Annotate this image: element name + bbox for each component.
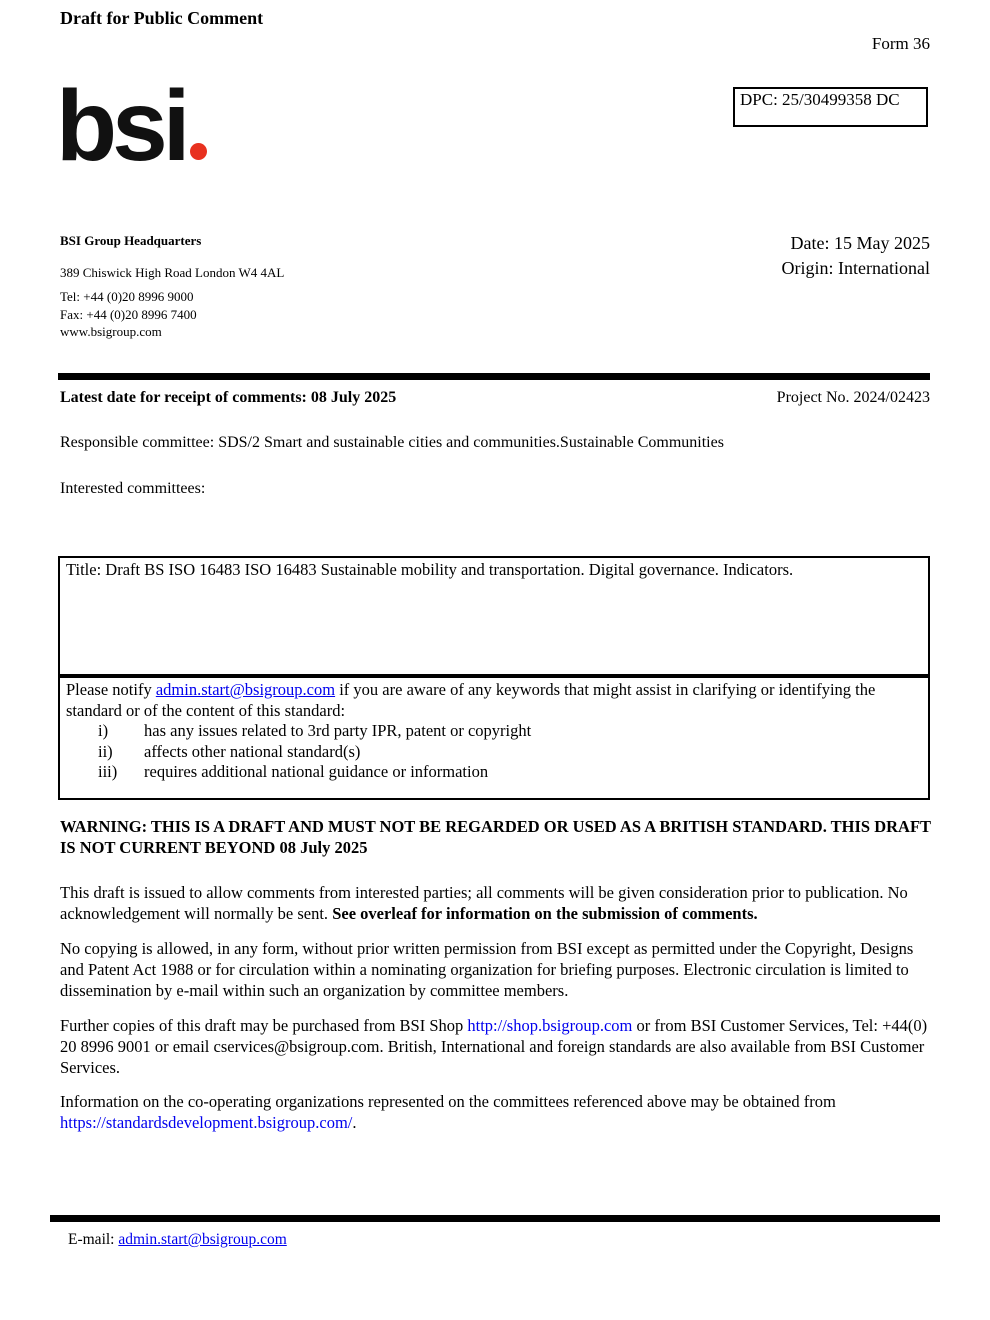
draft-issued-paragraph	[60, 882, 932, 924]
see-overleaf-text: See overleaf for information on the submission of comments.	[332, 904, 758, 923]
bsi-shop-link[interactable]: http://shop.bsigroup.com	[467, 1016, 633, 1035]
cooperating-orgs-paragraph	[60, 1091, 932, 1133]
keyword-item-number: ii)	[98, 741, 113, 761]
further-copies-paragraph	[60, 1015, 932, 1078]
hq-name: BSI Group Headquarters	[60, 233, 202, 248]
notify-paragraph	[66, 680, 922, 721]
cooperating-orgs-period: .	[352, 1113, 357, 1132]
date-value: Date: 15 May 2025	[790, 233, 930, 253]
draft-issued-text: This draft is issued to allow comments from interested parties; all comments will be given consideration prior to publication. No acknowledgement will normally be sent.	[60, 883, 908, 923]
keyword-item	[66, 762, 922, 783]
title-box	[58, 556, 930, 676]
bsi-logo-text: bsi	[56, 70, 186, 182]
date-origin-block	[782, 231, 930, 281]
origin-value: Origin: International	[781, 258, 930, 278]
footer-email-row	[68, 1231, 287, 1249]
notify-suffix: if you are aware of any keywords that might assist in clarifying or identifying the standard or of the content of this standard:	[66, 680, 876, 720]
draft-warning: WARNING: THIS IS A DRAFT AND MUST NOT BE REGARDED OR USED AS A BRITISH STANDARD. THIS DRAFT IS NOT CURRENT BEYOND 08 July 2025	[60, 817, 931, 857]
keyword-item-number: i)	[98, 721, 109, 740]
standards-development-link[interactable]: https://standardsdevelopment.bsigroup.com/	[60, 1113, 353, 1132]
bottom-divider-bar	[50, 1215, 940, 1222]
keyword-item-text: has any issues related to 3rd party IPR, patent or copyright	[144, 721, 532, 740]
responsible-committee: Responsible committee: SDS/2 Smart and sustainable cities and communities.Sustainable Communities	[60, 434, 724, 451]
keywords-notify-box	[58, 676, 930, 800]
form-number: Form 36	[871, 34, 930, 53]
keyword-item-text: requires additional national guidance or information	[144, 762, 489, 781]
dpc-number: DPC: 25/30499358 DC	[740, 90, 900, 109]
notify-email-link[interactable]: admin.start@bsigroup.com	[155, 680, 336, 699]
notify-prefix: Please notify	[66, 680, 156, 699]
hq-web: www.bsigroup.com	[60, 324, 162, 339]
address-block	[60, 232, 284, 341]
footer-email-link[interactable]: admin.start@bsigroup.com	[118, 1231, 287, 1248]
further-copies-text-1: Further copies of this draft may be purchased from BSI Shop	[60, 1016, 468, 1035]
page-title: Draft for Public Comment	[60, 8, 264, 28]
keyword-item-number: iii)	[98, 762, 118, 781]
project-number: Project No. 2024/02423	[776, 389, 930, 406]
standard-title: Title: Draft BS ISO 16483 ISO 16483 Sustainable mobility and transportation. Digital governance. Indicators.	[66, 560, 794, 579]
interested-committees: Interested committees:	[60, 480, 206, 497]
dpc-number-box	[733, 87, 928, 127]
hq-tel: Tel: +44 (0)20 8996 9000	[60, 289, 194, 304]
hq-street: 389 Chiswick High Road London W4 4AL	[60, 264, 285, 280]
keyword-item	[66, 721, 922, 742]
footer-email-label: E-mail:	[68, 1231, 119, 1248]
top-divider-bar	[58, 373, 930, 380]
further-copies-text-2: or from BSI Customer Services, Tel: +44(0) 20 8996 9001 or email cservices@bsigroup.com. British, International and foreign standards are also available from BSI Customer Services.	[60, 1016, 928, 1077]
keyword-item-text: affects other national standard(s)	[144, 741, 361, 761]
bsi-logo-dot-icon	[190, 143, 207, 160]
latest-date-label: Latest date for receipt of comments: 08 July 2025	[60, 389, 397, 406]
keyword-item	[66, 742, 922, 763]
hq-fax: Fax: +44 (0)20 8996 7400	[60, 306, 197, 322]
bsi-logo	[56, 70, 207, 186]
comments-deadline-row	[60, 389, 930, 407]
cooperating-orgs-text: Information on the co-operating organizations represented on the committees referenced above may be obtained from	[60, 1092, 836, 1111]
no-copying-paragraph: No copying is allowed, in any form, without prior written permission from BSI except as permitted under the Copyright, Designs and Patent Act 1988 or for circulation within a nominating organization for briefing purposes. Electronic circulation is limited to dissemination by e-mail within such an organization by committee members.	[60, 939, 914, 1000]
